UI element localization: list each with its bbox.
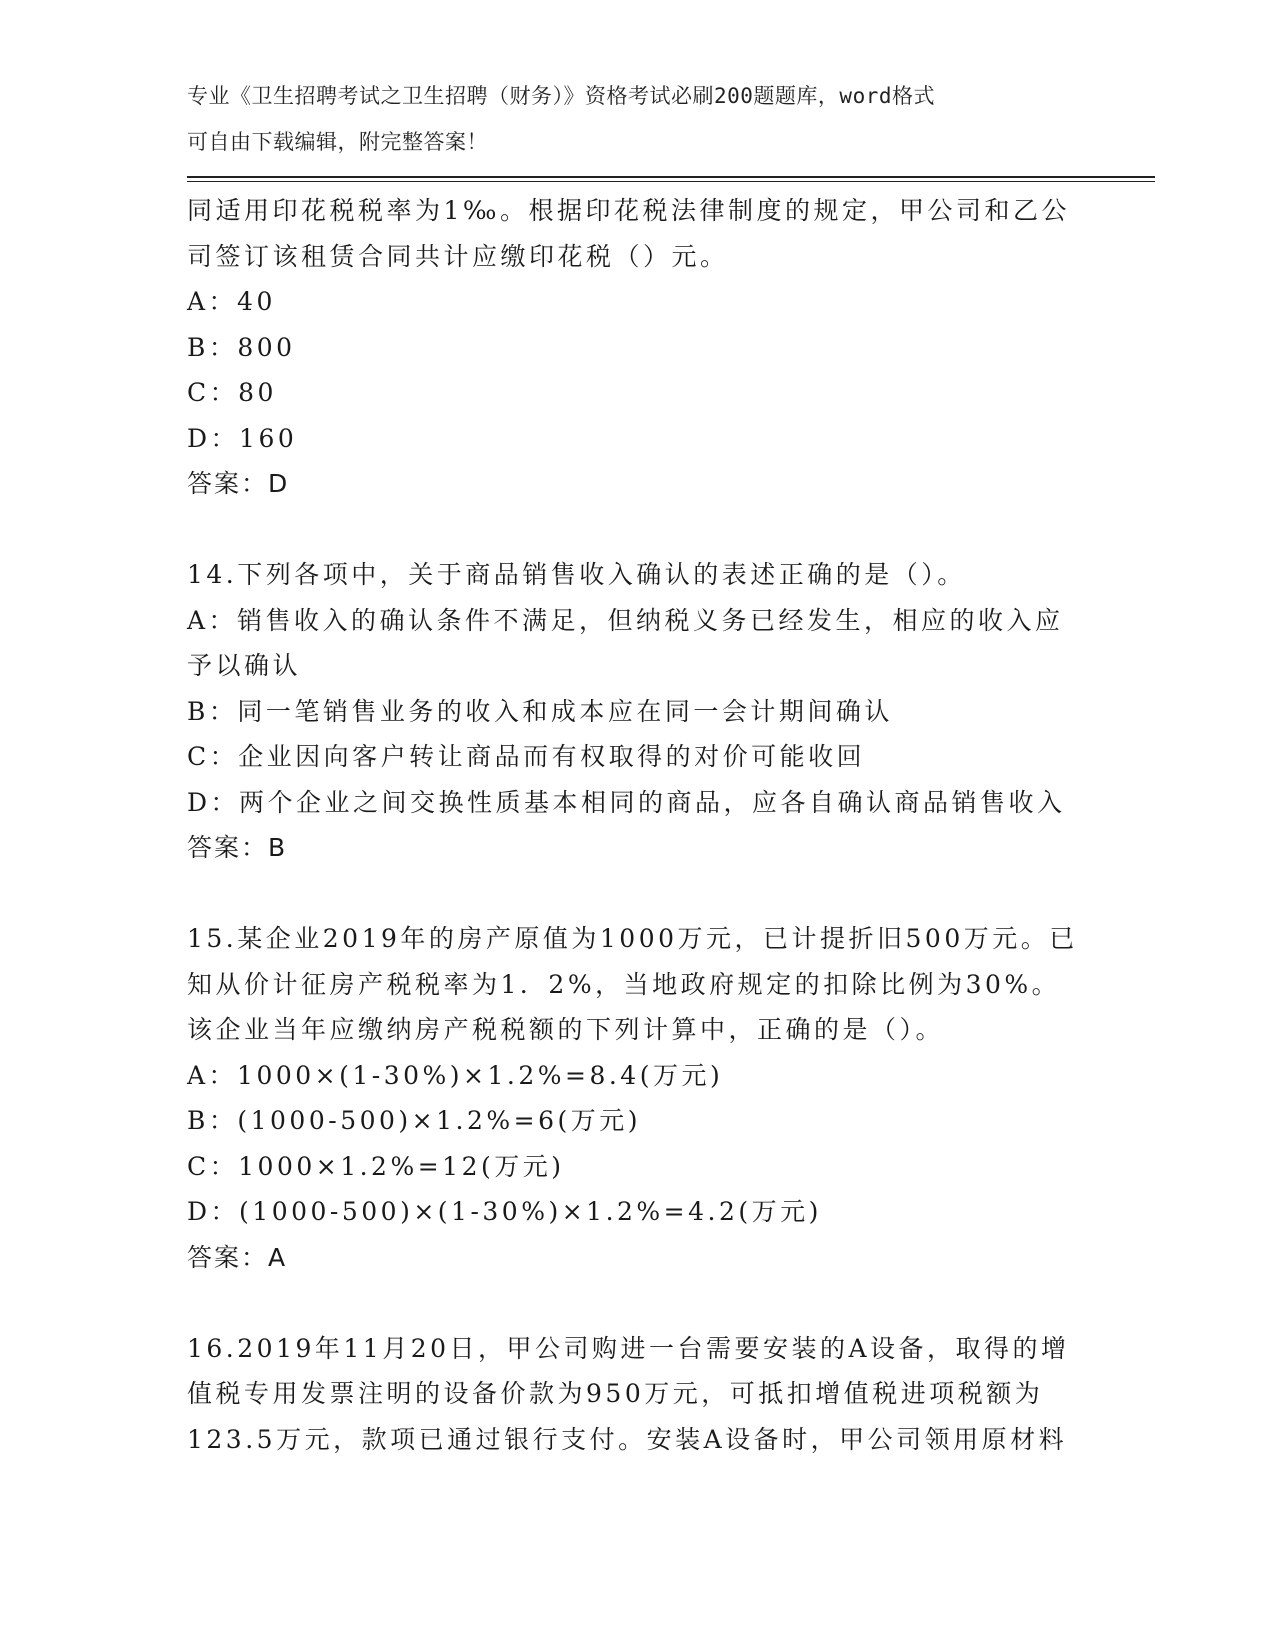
question-stem-line: 司签订该租赁合同共计应缴印花税（）元。 — [187, 241, 729, 271]
question-16 — [187, 1326, 1147, 1463]
option-b: B：(1000-500)×1.2%=6(万元) — [187, 1106, 641, 1135]
question-15 — [187, 916, 1147, 1280]
option-d: D：160 — [187, 423, 298, 453]
option-d: D：(1000-500)×(1-30%)×1.2%=4.2(万元) — [187, 1197, 822, 1226]
question-stem-line: 该企业当年应缴纳房产税税额的下列计算中，正确的是（）。 — [187, 1015, 945, 1044]
question-14 — [187, 552, 1147, 871]
option-a: A：1000×(1-30%)×1.2%=8.4(万元) — [187, 1060, 724, 1090]
question-stem-line: 值税专用发票注明的设备价款为950万元，可抵扣增值税进项税额为 — [187, 1379, 1044, 1408]
question-stem-line: 15.某企业2019年的房产原值为1000万元，已计提折旧500万元。已 — [187, 924, 1078, 953]
question-stem-line: 14.下列各项中，关于商品销售收入确认的表述正确的是（）。 — [187, 560, 966, 589]
question-stem-line: 123.5万元，款项已通过银行支付。安装A设备时，甲公司领用原材料 — [187, 1424, 1068, 1454]
question-stem-line: 16.2019年11月20日，甲公司购进一台需要安装的A设备，取得的增 — [187, 1333, 1070, 1363]
question-stem-line: 知从价计征房产税税率为1．2%，当地政府规定的扣除比例为30%。 — [187, 969, 1061, 999]
header-line-1: 专业《卫生招聘考试之卫生招聘（财务）》资格考试必刷200题题库，word格式 — [187, 84, 935, 108]
header-divider-thick — [187, 176, 1155, 178]
page-header — [187, 74, 1087, 165]
option-a: A：销售收入的确认条件不满足，但纳税义务已经发生，相应的收入应 — [187, 605, 1064, 635]
option-b: B：同一笔销售业务的收入和成本应在同一会计期间确认 — [187, 696, 893, 726]
question-stem-line: 同适用印花税税率为1‰。根据印花税法律制度的规定，甲公司和乙公 — [187, 196, 1070, 225]
answer-label: 答案：B — [187, 833, 288, 862]
question-content — [187, 188, 1147, 1462]
answer-label: 答案：A — [187, 1242, 288, 1272]
question-spacer — [187, 507, 1147, 553]
question-spacer — [187, 1280, 1147, 1326]
option-a: A：40 — [187, 287, 276, 316]
answer-label: 答案：D — [187, 469, 290, 498]
option-c: C：企业因向客户转让商品而有权取得的对价可能收回 — [187, 742, 866, 771]
header-divider-thin — [187, 181, 1155, 182]
question-13 — [187, 188, 1147, 507]
question-spacer — [187, 871, 1147, 917]
option-a-continued: 予以确认 — [187, 651, 302, 680]
option-c: C：80 — [187, 378, 277, 407]
option-c: C：1000×1.2%=12(万元) — [187, 1151, 565, 1181]
option-b: B：800 — [187, 332, 296, 362]
option-d: D：两个企业之间交换性质基本相同的商品，应各自确认商品销售收入 — [187, 787, 1066, 817]
header-line-2: 可自由下载编辑，附完整答案！ — [187, 129, 488, 154]
